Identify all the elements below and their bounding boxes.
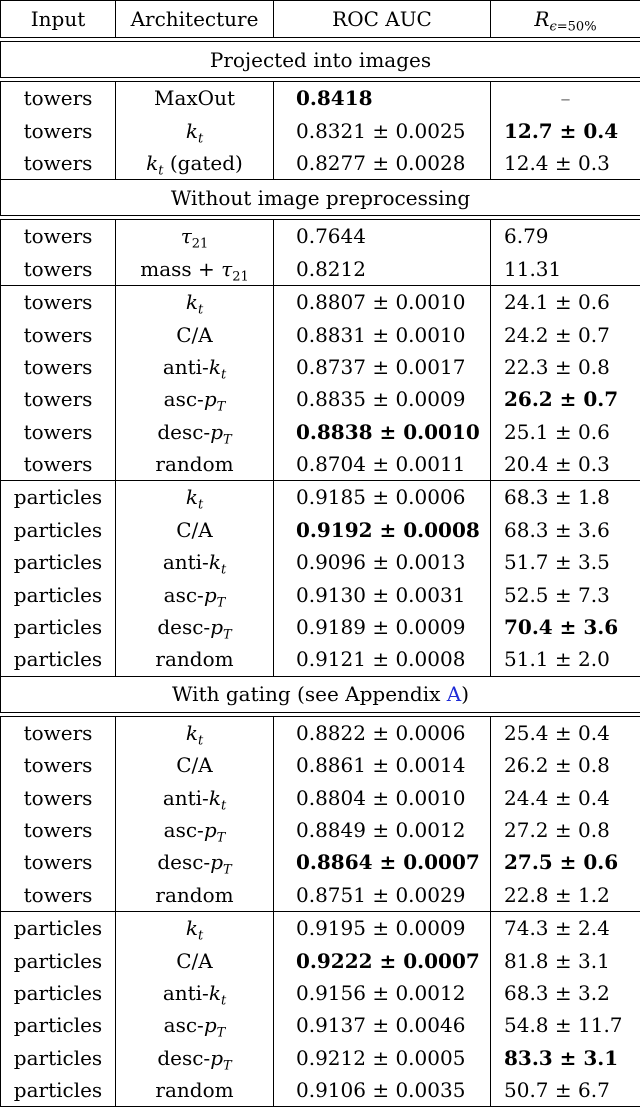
table-row xyxy=(1,285,640,318)
gating-title-text: With gating (see Appendix xyxy=(172,682,447,706)
cell-r-value: 24.2 ± 0.7 xyxy=(491,318,640,350)
table-row xyxy=(1,944,640,976)
cell-input: towers xyxy=(1,114,116,146)
cell-architecture: asc-$p_T$ xyxy=(116,383,274,415)
cell-roc-auc: 0.9222 ± 0.0007 xyxy=(274,944,491,976)
cell-roc-auc: 0.8831 ± 0.0010 xyxy=(274,318,491,350)
cell-roc-auc: 0.9192 ± 0.0008 xyxy=(274,514,491,546)
cell-r-value: 20.4 ± 0.3 xyxy=(491,448,640,481)
cell-roc-auc: 0.8704 ± 0.0011 xyxy=(274,448,491,481)
table-row xyxy=(1,351,640,383)
cell-input: particles xyxy=(1,481,116,514)
cell-architecture: desc-$p_T$ xyxy=(116,1042,274,1074)
cell-architecture: asc-$p_T$ xyxy=(116,578,274,610)
cell-input: towers xyxy=(1,253,116,286)
cell-roc-auc: 0.8418 xyxy=(274,82,491,115)
group-projected xyxy=(1,82,640,180)
cell-input: towers xyxy=(1,220,116,253)
table-row xyxy=(1,977,640,1009)
cell-roc-auc: 0.9189 ± 0.0009 xyxy=(274,611,491,643)
cell-architecture: desc-$p_T$ xyxy=(116,611,274,643)
group-gating-particles xyxy=(1,911,640,1106)
cell-r-value: 6.79 xyxy=(491,220,640,253)
cell-r-value: 68.3 ± 3.2 xyxy=(491,977,640,1009)
cell-architecture: C/A xyxy=(116,514,274,546)
table-row xyxy=(1,781,640,813)
table-row xyxy=(1,220,640,253)
cell-input: particles xyxy=(1,578,116,610)
table-row xyxy=(1,911,640,944)
cell-roc-auc: 0.8822 ± 0.0006 xyxy=(274,716,491,749)
table-row xyxy=(1,1042,640,1074)
table-row xyxy=(1,749,640,781)
cell-architecture: desc-$p_T$ xyxy=(116,846,274,878)
cell-architecture: random xyxy=(116,643,274,676)
cell-input: towers xyxy=(1,285,116,318)
cell-r-value: 51.1 ± 2.0 xyxy=(491,643,640,676)
cell-r-value: 51.7 ± 3.5 xyxy=(491,546,640,578)
table-row xyxy=(1,546,640,578)
cell-architecture: random xyxy=(116,1074,274,1107)
cell-roc-auc: 0.9185 ± 0.0006 xyxy=(274,481,491,514)
cell-roc-auc: 0.8277 ± 0.0028 xyxy=(274,147,491,180)
cell-input: towers xyxy=(1,846,116,878)
cell-r-value: 12.4 ± 0.3 xyxy=(491,147,640,180)
cell-roc-auc: 0.9130 ± 0.0031 xyxy=(274,578,491,610)
cell-input: towers xyxy=(1,879,116,912)
cell-roc-auc: 0.9137 ± 0.0046 xyxy=(274,1009,491,1041)
cell-architecture: $k_t$ (gated) xyxy=(116,147,274,180)
gating-title-close: ) xyxy=(461,682,469,706)
cell-r-value: 26.2 ± 0.8 xyxy=(491,749,640,781)
cell-architecture: $\tau_{21}$ xyxy=(116,220,274,253)
cell-architecture: $k_t$ xyxy=(116,285,274,318)
table-row xyxy=(1,481,640,514)
cell-roc-auc: 0.9195 ± 0.0009 xyxy=(274,911,491,944)
cell-input: towers xyxy=(1,416,116,448)
header-roc-auc: ROC AUC xyxy=(274,1,491,38)
cell-r-value: 74.3 ± 2.4 xyxy=(491,911,640,944)
group-without-particles xyxy=(1,481,640,676)
cell-architecture: $k_t$ xyxy=(116,481,274,514)
cell-architecture: C/A xyxy=(116,944,274,976)
cell-r-value: 22.3 ± 0.8 xyxy=(491,351,640,383)
cell-input: particles xyxy=(1,611,116,643)
cell-architecture: random xyxy=(116,879,274,912)
cell-roc-auc: 0.8751 ± 0.0029 xyxy=(274,879,491,912)
cell-r-value: 27.2 ± 0.8 xyxy=(491,814,640,846)
cell-roc-auc: 0.9212 ± 0.0005 xyxy=(274,1042,491,1074)
cell-roc-auc: 0.8849 ± 0.0012 xyxy=(274,814,491,846)
cell-input: towers xyxy=(1,448,116,481)
table-row xyxy=(1,716,640,749)
table-row xyxy=(1,416,640,448)
cell-input: particles xyxy=(1,1009,116,1041)
cell-architecture: mass + $\tau_{21}$ xyxy=(116,253,274,286)
section-header-without xyxy=(1,180,640,216)
cell-input: towers xyxy=(1,82,116,115)
cell-input: particles xyxy=(1,977,116,1009)
cell-architecture: $k_t$ xyxy=(116,114,274,146)
cell-architecture: MaxOut xyxy=(116,82,274,115)
cell-roc-auc: 0.8861 ± 0.0014 xyxy=(274,749,491,781)
cell-roc-auc: 0.8321 ± 0.0025 xyxy=(274,114,491,146)
table-row xyxy=(1,846,640,878)
cell-architecture: anti-$k_t$ xyxy=(116,977,274,1009)
header-input: Input xyxy=(1,1,116,38)
cell-input: particles xyxy=(1,514,116,546)
table-row xyxy=(1,1009,640,1041)
cell-input: towers xyxy=(1,318,116,350)
header-architecture: Architecture xyxy=(116,1,274,38)
cell-architecture: $k_t$ xyxy=(116,716,274,749)
cell-roc-auc: 0.9156 ± 0.0012 xyxy=(274,977,491,1009)
cell-r-value: 70.4 ± 3.6 xyxy=(491,611,640,643)
cell-r-value: 22.8 ± 1.2 xyxy=(491,879,640,912)
cell-architecture: asc-$p_T$ xyxy=(116,1009,274,1041)
section-title-without: Without image preprocessing xyxy=(1,180,640,216)
header-r-metric xyxy=(491,1,640,38)
cell-r-value: 25.4 ± 0.4 xyxy=(491,716,640,749)
cell-roc-auc: 0.8212 xyxy=(274,253,491,286)
cell-input: towers xyxy=(1,814,116,846)
cell-r-value: 54.8 ± 11.7 xyxy=(491,1009,640,1041)
table-row xyxy=(1,448,640,481)
cell-r-value: 81.8 ± 3.1 xyxy=(491,944,640,976)
section-header-gating xyxy=(1,676,640,712)
table-row xyxy=(1,253,640,286)
cell-input: particles xyxy=(1,1074,116,1107)
cell-input: towers xyxy=(1,351,116,383)
table-row xyxy=(1,147,640,180)
cell-roc-auc: 0.8737 ± 0.0017 xyxy=(274,351,491,383)
cell-roc-auc: 0.8807 ± 0.0010 xyxy=(274,285,491,318)
cell-r-value: 68.3 ± 1.8 xyxy=(491,481,640,514)
cell-roc-auc: 0.8835 ± 0.0009 xyxy=(274,383,491,415)
cell-input: towers xyxy=(1,147,116,180)
cell-input: particles xyxy=(1,911,116,944)
group-gating-towers xyxy=(1,716,640,911)
r-metric-label: $R_{\epsilon=50\%}$ xyxy=(534,7,596,31)
table-row xyxy=(1,318,640,350)
table-row xyxy=(1,114,640,146)
cell-roc-auc: 0.9096 ± 0.0013 xyxy=(274,546,491,578)
cell-architecture: desc-$p_T$ xyxy=(116,416,274,448)
cell-input: towers xyxy=(1,781,116,813)
table-row xyxy=(1,82,640,115)
table-row xyxy=(1,514,640,546)
cell-roc-auc: 0.7644 xyxy=(274,220,491,253)
cell-architecture: C/A xyxy=(116,318,274,350)
table-row xyxy=(1,383,640,415)
cell-roc-auc: 0.8838 ± 0.0010 xyxy=(274,416,491,448)
cell-r-value: 12.7 ± 0.4 xyxy=(491,114,640,146)
cell-input: particles xyxy=(1,546,116,578)
cell-r-value: 24.4 ± 0.4 xyxy=(491,781,640,813)
cell-input: towers xyxy=(1,383,116,415)
cell-r-value: 52.5 ± 7.3 xyxy=(491,578,640,610)
cell-r-value: 26.2 ± 0.7 xyxy=(491,383,640,415)
cell-input: particles xyxy=(1,1042,116,1074)
cell-r-value: 24.1 ± 0.6 xyxy=(491,285,640,318)
table-row xyxy=(1,879,640,912)
cell-architecture: anti-$k_t$ xyxy=(116,781,274,813)
cell-input: towers xyxy=(1,749,116,781)
group-baseline xyxy=(1,220,640,286)
cell-roc-auc: 0.8864 ± 0.0007 xyxy=(274,846,491,878)
cell-architecture: random xyxy=(116,448,274,481)
cell-input: towers xyxy=(1,716,116,749)
table-row xyxy=(1,814,640,846)
cell-architecture: $k_t$ xyxy=(116,911,274,944)
cell-r-value: 50.7 ± 6.7 xyxy=(491,1074,640,1107)
appendix-link[interactable]: A xyxy=(447,682,461,706)
cell-roc-auc: 0.9121 ± 0.0008 xyxy=(274,643,491,676)
table-row xyxy=(1,643,640,676)
section-title-projected: Projected into images xyxy=(1,42,640,78)
cell-input: particles xyxy=(1,643,116,676)
cell-architecture: C/A xyxy=(116,749,274,781)
table-row xyxy=(1,611,640,643)
group-without-towers xyxy=(1,285,640,480)
cell-input: particles xyxy=(1,944,116,976)
cell-r-value: – xyxy=(491,82,640,115)
cell-architecture: anti-$k_t$ xyxy=(116,546,274,578)
table-row xyxy=(1,578,640,610)
header-row xyxy=(1,1,640,38)
cell-r-value: 27.5 ± 0.6 xyxy=(491,846,640,878)
cell-architecture: anti-$k_t$ xyxy=(116,351,274,383)
cell-r-value: 83.3 ± 3.1 xyxy=(491,1042,640,1074)
cell-architecture: asc-$p_T$ xyxy=(116,814,274,846)
table-row xyxy=(1,1074,640,1107)
cell-roc-auc: 0.8804 ± 0.0010 xyxy=(274,781,491,813)
cell-r-value: 25.1 ± 0.6 xyxy=(491,416,640,448)
cell-roc-auc: 0.9106 ± 0.0035 xyxy=(274,1074,491,1107)
section-title-gating xyxy=(1,676,640,712)
section-header-projected xyxy=(1,42,640,78)
cell-r-value: 68.3 ± 3.6 xyxy=(491,514,640,546)
cell-r-value: 11.31 xyxy=(491,253,640,286)
